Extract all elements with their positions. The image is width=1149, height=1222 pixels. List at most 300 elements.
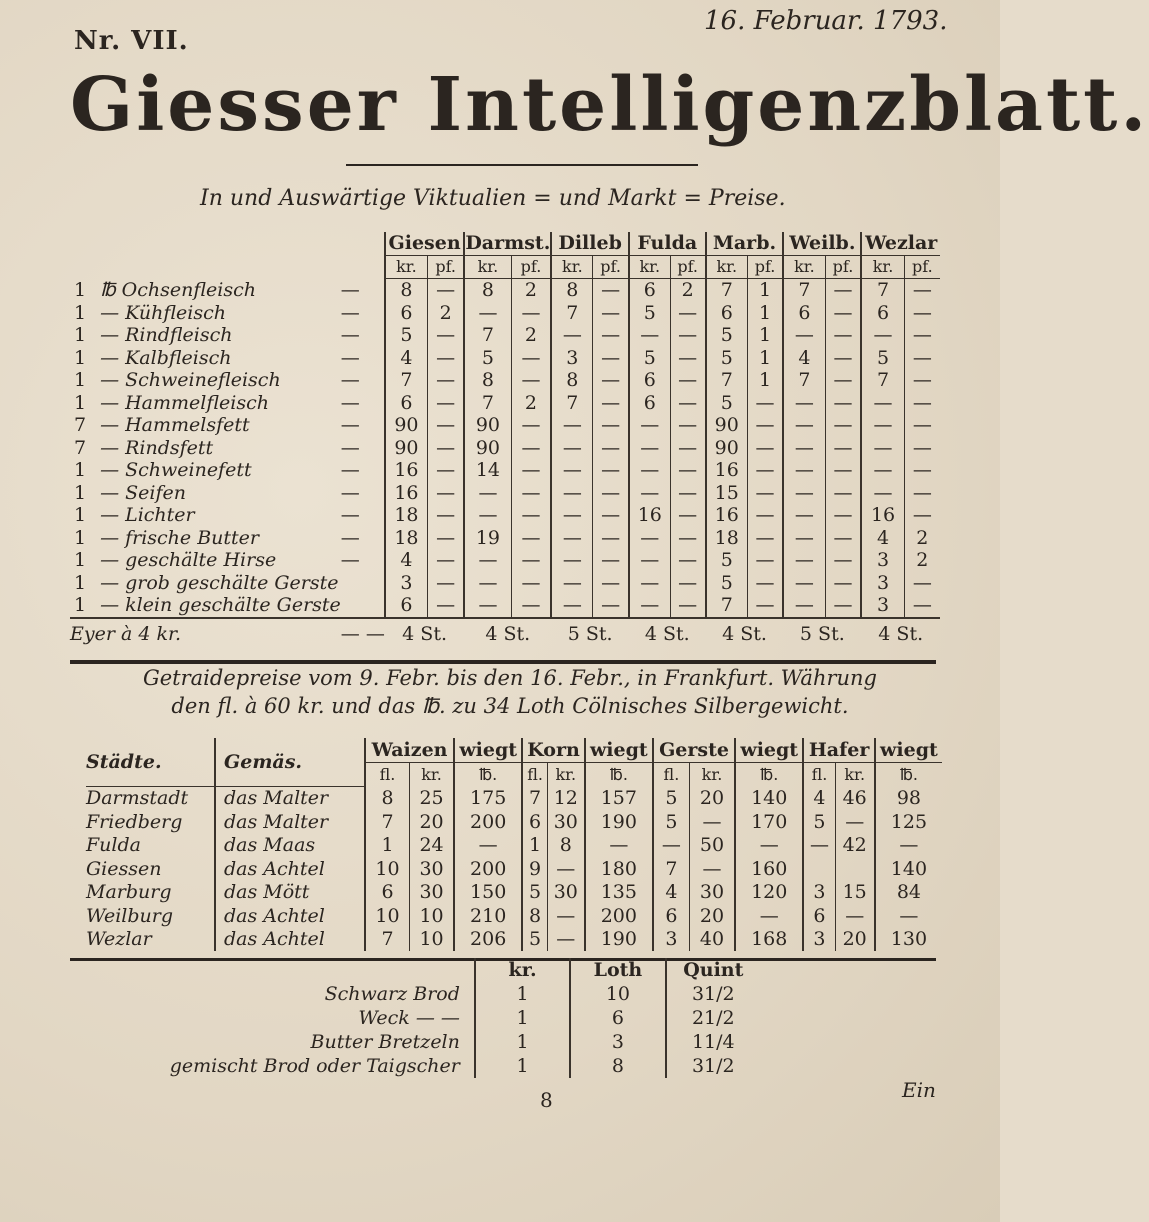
bread-value: 1 [475, 1006, 570, 1030]
weight-lb: 125 [875, 810, 942, 834]
city-header: Dilleb [551, 232, 629, 255]
price-kr: 30 [410, 857, 455, 881]
market-row [70, 504, 940, 527]
price-kr: — [783, 594, 825, 618]
unit-kr: kr. [385, 255, 428, 279]
grain-row [86, 834, 942, 858]
price-pf: — [747, 594, 783, 618]
unit-kr: kr. [551, 255, 593, 279]
price-kr: 20 [689, 904, 735, 928]
price-pf: — [593, 482, 629, 505]
price-kr: 5 [706, 324, 748, 347]
weight-lb: 200 [585, 904, 653, 928]
city-header: Giesen [385, 232, 464, 255]
price-kr: 6 [385, 302, 428, 325]
price-kr: 19 [464, 527, 511, 550]
item-name: — Kühfleisch [100, 301, 226, 324]
price-kr: 3 [861, 549, 904, 572]
city-name: Darmstadt [86, 787, 189, 810]
price-pf: — [511, 527, 551, 550]
price-pf: — [593, 414, 629, 437]
weight-lb: 84 [875, 881, 942, 905]
price-kr: — [551, 482, 593, 505]
weight-lb: 170 [735, 810, 803, 834]
grain-group-header: wiegt [735, 738, 803, 762]
price-kr: 7 [706, 279, 748, 302]
price-kr: — [464, 572, 511, 595]
price-pf: 1 [747, 347, 783, 370]
price-pf: 2 [670, 279, 706, 302]
price-fl: 7 [653, 857, 689, 881]
eggs-count: 5 St. [551, 618, 629, 649]
measure-name: das Achtel [215, 904, 365, 928]
price-kr: 5 [629, 302, 670, 325]
item-quantity: 1 [74, 369, 87, 392]
weight-lb: 135 [585, 881, 653, 905]
price-kr: 40 [689, 928, 735, 952]
price-kr: 4 [861, 527, 904, 550]
price-pf: — [511, 369, 551, 392]
price-kr: 18 [706, 527, 748, 550]
price-pf: — [670, 369, 706, 392]
price-fl: 8 [522, 904, 547, 928]
market-row [70, 369, 940, 392]
page-number: 8 [540, 1088, 553, 1112]
measure-name: das Mött [215, 881, 365, 905]
price-pf: — [904, 482, 940, 505]
price-kr: — [689, 810, 735, 834]
grain-row [86, 786, 942, 810]
price-kr: 4 [385, 347, 428, 370]
price-pf: 1 [747, 369, 783, 392]
price-kr: 90 [385, 437, 428, 460]
item-dash: — [340, 549, 360, 572]
price-pf: — [670, 572, 706, 595]
bread-col-header: Loth [570, 958, 665, 982]
price-kr: — [629, 527, 670, 550]
city-header: Marb. [706, 232, 784, 255]
price-kr: 30 [689, 881, 735, 905]
weight-lb: 200 [454, 810, 522, 834]
price-pf: — [904, 369, 940, 392]
price-kr: 7 [551, 302, 593, 325]
price-kr: 10 [410, 928, 455, 952]
grain-row [86, 810, 942, 834]
price-fl: 6 [803, 904, 835, 928]
price-pf: — [747, 549, 783, 572]
item-name: — Schweinefett [100, 459, 252, 482]
price-kr: 3 [861, 594, 904, 618]
unit-pf: pf. [428, 255, 465, 279]
price-pf: — [825, 549, 861, 572]
price-kr: 90 [706, 414, 748, 437]
weight-lb: 190 [585, 928, 653, 952]
price-kr: — [551, 504, 593, 527]
price-fl: — [653, 834, 689, 858]
measure-name: das Maas [215, 834, 365, 858]
weight-lb: — [454, 834, 522, 858]
bread-row [140, 1030, 760, 1054]
price-kr: — [783, 324, 825, 347]
city-name: Wezlar [86, 928, 152, 951]
price-fl: 9 [522, 857, 547, 881]
price-kr: 5 [706, 549, 748, 572]
price-pf: — [593, 549, 629, 572]
weight-lb: 120 [735, 881, 803, 905]
price-kr: — [783, 459, 825, 482]
unit-kr: kr. [629, 255, 670, 279]
price-kr: — [783, 414, 825, 437]
price-pf: — [825, 527, 861, 550]
price-kr: 7 [783, 279, 825, 302]
price-kr: 42 [835, 834, 875, 858]
price-kr: 14 [464, 459, 511, 482]
price-pf: — [825, 324, 861, 347]
price-pf: — [825, 459, 861, 482]
price-pf: — [593, 459, 629, 482]
unit-kr: kr. [861, 255, 904, 279]
price-kr: 18 [385, 527, 428, 550]
price-pf: — [428, 459, 465, 482]
price-fl: 10 [365, 904, 410, 928]
price-kr: — [783, 527, 825, 550]
eggs-dash: — — [341, 618, 385, 649]
price-kr: — [551, 527, 593, 550]
grain-prices-table [86, 738, 942, 951]
price-fl: 5 [522, 881, 547, 905]
price-kr: — [629, 459, 670, 482]
item-name: — Rindfleisch [100, 324, 233, 347]
price-pf: — [593, 504, 629, 527]
bread-name: gemischt Brod oder Taigscher [169, 1055, 460, 1077]
price-pf: — [593, 437, 629, 460]
item-quantity: 1 [74, 279, 87, 301]
price-pf: — [904, 459, 940, 482]
price-kr: 5 [464, 347, 511, 370]
price-kr: 3 [551, 347, 593, 370]
price-pf: — [511, 549, 551, 572]
weight-lb: 98 [875, 786, 942, 810]
price-pf: — [670, 437, 706, 460]
price-kr: 5 [861, 347, 904, 370]
price-fl: 5 [653, 810, 689, 834]
price-pf: — [670, 594, 706, 618]
col-gemas: Gemäs. [215, 738, 365, 786]
bread-value: 31/2 [666, 982, 760, 1006]
price-pf: — [670, 414, 706, 437]
price-pf: — [428, 279, 465, 302]
weight-lb: — [875, 904, 942, 928]
unit-lb: ℔. [585, 762, 653, 786]
price-pf: — [428, 549, 465, 572]
price-kr: 16 [385, 459, 428, 482]
eggs-count: 4 St. [464, 618, 551, 649]
city-name: Marburg [86, 881, 172, 904]
price-kr: 10 [410, 904, 455, 928]
item-quantity: 1 [74, 526, 87, 549]
grain-row [86, 881, 942, 905]
price-kr: 4 [783, 347, 825, 370]
item-quantity: 1 [74, 391, 87, 414]
measure-name: das Achtel [215, 928, 365, 952]
weight-lb: 200 [454, 857, 522, 881]
catchword: Ein [902, 1078, 936, 1102]
grain-row [86, 928, 942, 952]
price-kr: — [689, 857, 735, 881]
price-pf: — [593, 594, 629, 618]
item-dash: — [340, 414, 360, 437]
eggs-label: Eyer à 4 kr. [70, 618, 341, 649]
item-name: — Hammelfleisch [100, 391, 269, 414]
price-kr: — [547, 857, 584, 881]
price-kr: 5 [629, 347, 670, 370]
price-pf: 2 [428, 302, 465, 325]
weight-lb: 140 [875, 857, 942, 881]
price-pf: — [904, 594, 940, 618]
price-fl: 3 [653, 928, 689, 952]
price-kr: 8 [551, 279, 593, 302]
weight-lb: 130 [875, 928, 942, 952]
price-pf: — [428, 392, 465, 415]
price-pf: — [670, 482, 706, 505]
price-fl: 10 [365, 857, 410, 881]
price-kr: — [547, 904, 584, 928]
item-quantity: 7 [74, 414, 87, 437]
price-pf: — [511, 414, 551, 437]
price-pf: — [825, 392, 861, 415]
price-kr: — [629, 324, 670, 347]
eggs-count: 4 St. [385, 618, 464, 649]
price-kr: 16 [629, 504, 670, 527]
price-pf: — [904, 279, 940, 302]
price-kr: 7 [861, 279, 904, 302]
price-kr: 7 [861, 369, 904, 392]
price-kr: 5 [706, 392, 748, 415]
bread-value: 6 [570, 1006, 665, 1030]
unit-pf: pf. [511, 255, 551, 279]
price-kr: 7 [385, 369, 428, 392]
price-kr: 5 [706, 572, 748, 595]
price-pf: — [511, 572, 551, 595]
price-kr: 50 [689, 834, 735, 858]
price-fl: 1 [522, 834, 547, 858]
price-fl: — [803, 834, 835, 858]
price-fl: 7 [365, 810, 410, 834]
price-kr: — [464, 594, 511, 618]
bread-col-header: kr. [475, 958, 570, 982]
price-kr: — [464, 549, 511, 572]
item-dash: — [340, 391, 360, 414]
unit-fl: fl. [522, 762, 547, 786]
item-dash: — [340, 279, 360, 301]
price-pf: — [593, 369, 629, 392]
unit-kr: kr. [835, 762, 875, 786]
price-pf: — [511, 482, 551, 505]
price-pf: — [428, 437, 465, 460]
price-kr: 8 [464, 279, 511, 302]
price-pf: — [747, 572, 783, 595]
price-kr: — [783, 572, 825, 595]
unit-fl: fl. [653, 762, 689, 786]
price-fl: 8 [365, 786, 410, 810]
price-kr: 8 [551, 369, 593, 392]
price-pf: — [428, 324, 465, 347]
bread-value: 21/2 [666, 1006, 760, 1030]
price-kr [835, 857, 875, 881]
price-pf: — [904, 437, 940, 460]
masthead-title: Giesser Intelligenzblatt. [70, 62, 1149, 148]
market-row [70, 572, 940, 595]
issue-date: 16. Februar. 1793. [704, 6, 948, 36]
item-dash [341, 572, 385, 595]
price-kr: 16 [706, 504, 748, 527]
price-pf: — [747, 482, 783, 505]
price-kr: 30 [410, 881, 455, 905]
bread-value: 11/4 [666, 1030, 760, 1054]
bread-value: 1 [475, 982, 570, 1006]
price-kr: — [551, 572, 593, 595]
unit-pf: pf. [904, 255, 940, 279]
item-dash [341, 594, 385, 618]
price-kr: 16 [385, 482, 428, 505]
bread-value: 1 [475, 1030, 570, 1054]
bread-row [140, 1054, 760, 1078]
price-fl: 1 [365, 834, 410, 858]
price-pf: — [670, 392, 706, 415]
price-pf: — [511, 594, 551, 618]
price-kr: 7 [706, 369, 748, 392]
col-stadte: Städte. [86, 738, 215, 786]
bread-row [140, 982, 760, 1006]
price-kr: 20 [835, 928, 875, 952]
price-kr: — [629, 572, 670, 595]
price-fl: 5 [522, 928, 547, 952]
price-kr: 46 [835, 786, 875, 810]
price-kr: — [783, 392, 825, 415]
unit-kr: kr. [410, 762, 455, 786]
weight-lb: 168 [735, 928, 803, 952]
price-kr: — [861, 414, 904, 437]
price-kr: 6 [629, 369, 670, 392]
bread-value: 31/2 [666, 1054, 760, 1078]
price-fl: 6 [522, 810, 547, 834]
market-row [70, 527, 940, 550]
price-kr: 8 [385, 279, 428, 302]
price-kr: 15 [835, 881, 875, 905]
price-pf: — [747, 414, 783, 437]
item-dash: — [340, 526, 360, 549]
price-kr: — [629, 437, 670, 460]
price-pf: — [825, 594, 861, 618]
unit-kr: kr. [783, 255, 825, 279]
price-kr: — [861, 482, 904, 505]
price-kr: 12 [547, 786, 584, 810]
weight-lb: — [585, 834, 653, 858]
price-pf: — [904, 302, 940, 325]
market-row [70, 302, 940, 325]
price-kr: 18 [385, 504, 428, 527]
price-pf: — [670, 549, 706, 572]
price-fl: 4 [803, 786, 835, 810]
bread-col-header: Quint [666, 958, 760, 982]
price-kr: 8 [547, 834, 584, 858]
price-kr: 6 [629, 392, 670, 415]
price-kr: 7 [783, 369, 825, 392]
item-name: — frische Butter [100, 526, 260, 549]
price-kr: 20 [410, 810, 455, 834]
price-pf: — [428, 482, 465, 505]
weight-lb: 140 [735, 786, 803, 810]
measure-name: das Malter [215, 810, 365, 834]
item-name: — klein geschälte Gerste [100, 594, 341, 617]
item-quantity: 1 [74, 346, 87, 369]
price-pf: — [593, 527, 629, 550]
price-kr: 7 [464, 392, 511, 415]
item-name: — geschälte Hirse [100, 549, 277, 572]
bread-value: 3 [570, 1030, 665, 1054]
eggs-count: 5 St. [783, 618, 861, 649]
price-pf: — [593, 347, 629, 370]
price-kr: — [835, 904, 875, 928]
city-header: Fulda [629, 232, 706, 255]
price-kr: — [629, 414, 670, 437]
price-kr: — [629, 549, 670, 572]
price-kr: — [783, 437, 825, 460]
bread-name: Weck — — [358, 1007, 460, 1029]
price-kr: — [551, 324, 593, 347]
price-pf: — [670, 527, 706, 550]
unit-kr: kr. [547, 762, 584, 786]
price-pf: 1 [747, 302, 783, 325]
grain-row [86, 904, 942, 928]
bread-value: 1 [475, 1054, 570, 1078]
price-kr: 90 [464, 414, 511, 437]
price-kr: 16 [861, 504, 904, 527]
market-row [70, 549, 940, 572]
grain-group-header: Hafer [803, 738, 874, 762]
item-dash: — [340, 504, 360, 527]
market-row [70, 347, 940, 370]
price-pf: — [428, 414, 465, 437]
price-pf: — [825, 504, 861, 527]
item-dash: — [340, 346, 360, 369]
price-kr: — [551, 594, 593, 618]
price-fl: 4 [653, 881, 689, 905]
price-pf: — [670, 504, 706, 527]
price-kr: 30 [547, 881, 584, 905]
price-kr: 5 [385, 324, 428, 347]
city-header: Wezlar [861, 232, 940, 255]
weight-lb: — [735, 834, 803, 858]
price-pf: — [747, 437, 783, 460]
item-dash: — [340, 459, 360, 482]
unit-pf: pf. [747, 255, 783, 279]
price-pf: 2 [904, 549, 940, 572]
price-pf: — [825, 279, 861, 302]
price-fl: 7 [365, 928, 410, 952]
price-pf: — [904, 392, 940, 415]
market-row [70, 392, 940, 415]
price-pf: — [904, 504, 940, 527]
city-name: Friedberg [86, 810, 183, 833]
price-pf: 2 [511, 279, 551, 302]
item-name: — Hammelsfett [100, 414, 250, 437]
item-quantity: 1 [74, 594, 87, 617]
price-pf: — [670, 459, 706, 482]
market-row [70, 594, 940, 618]
item-name: — Kalbfleisch [100, 346, 232, 369]
price-pf: — [511, 347, 551, 370]
